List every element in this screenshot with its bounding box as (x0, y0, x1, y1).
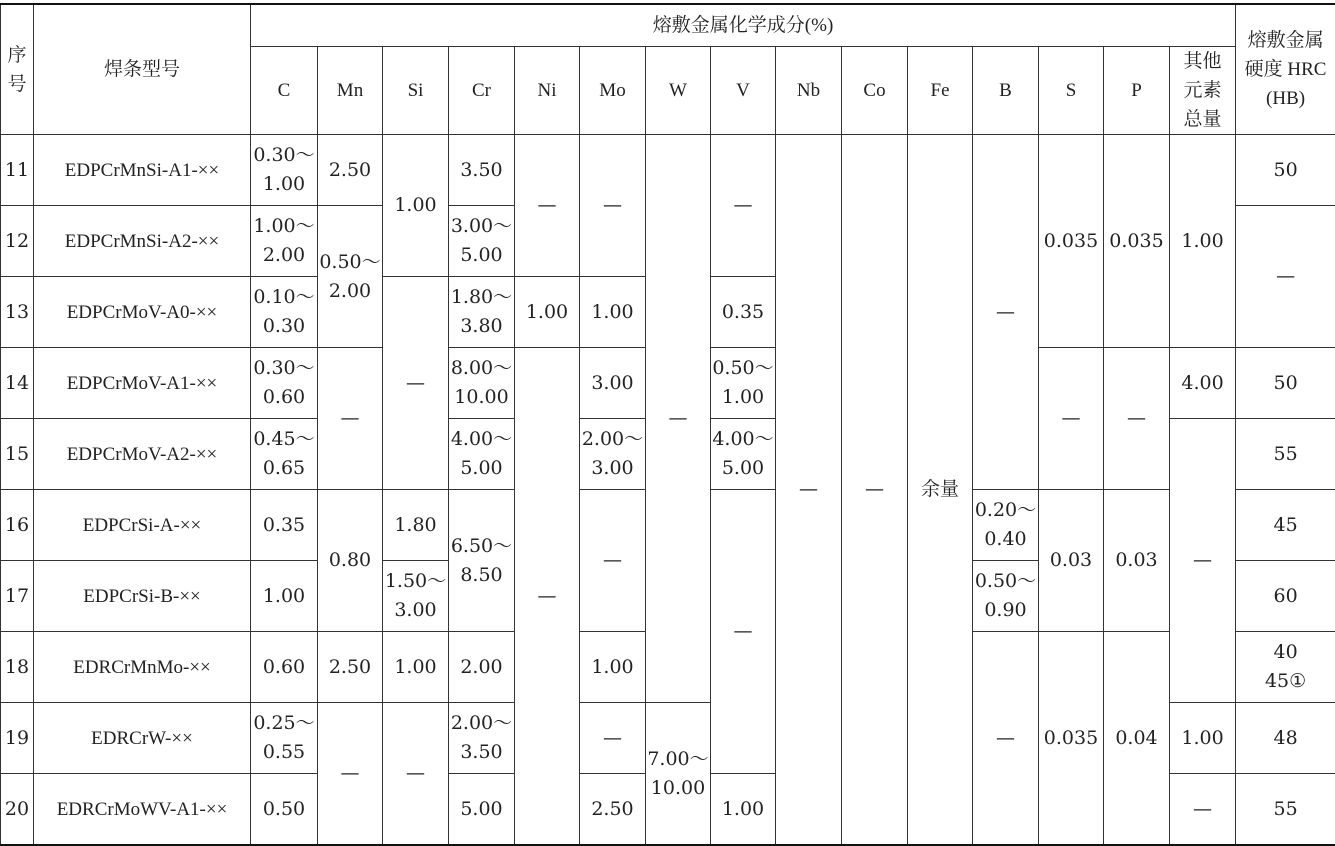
cell-v: — (711, 490, 776, 774)
cell-c: 0.30～ 1.00 (251, 135, 318, 206)
table-row (1, 135, 1335, 206)
cell-hardness: 48 (1236, 703, 1335, 774)
electrode-model: EDPCrSi-A-×× (34, 490, 251, 561)
row-number: 16 (1, 490, 34, 561)
cell-b: 0.20～ 0.40 (973, 490, 1039, 561)
header-element-mn: Mn (318, 47, 383, 135)
row-number: 14 (1, 348, 34, 419)
cell-cr: 6.50～ 8.50 (449, 490, 515, 632)
cell-other: 1.00 (1170, 135, 1236, 348)
header-composition: 熔敷金属化学成分(%) (251, 4, 1236, 47)
cell-cr: 3.00～ 5.00 (449, 206, 515, 277)
cell-w: 7.00～ 10.00 (646, 703, 711, 846)
cell-s: 0.035 (1039, 632, 1104, 846)
header-row-1 (1, 4, 1335, 47)
row-number: 17 (1, 561, 34, 632)
cell-c: 0.35 (251, 490, 318, 561)
header-element-p: P (1104, 47, 1170, 135)
cell-c: 1.00～ 2.00 (251, 206, 318, 277)
header-other: 其他 元素 总量 (1170, 47, 1236, 135)
cell-other: — (1170, 419, 1236, 703)
electrode-model: EDPCrSi-B-×× (34, 561, 251, 632)
cell-hardness: 45 (1236, 490, 1335, 561)
header-model: 焊条型号 (34, 4, 251, 135)
cell-mo: 3.00 (580, 348, 646, 419)
cell-hardness: 55 (1236, 774, 1335, 846)
cell-v: 0.50～ 1.00 (711, 348, 776, 419)
cell-c: 0.50 (251, 774, 318, 846)
cell-b: 0.50～ 0.90 (973, 561, 1039, 632)
row-number: 13 (1, 277, 34, 348)
electrode-model: EDPCrMoV-A2-×× (34, 419, 251, 490)
cell-mn: 0.50～ 2.00 (318, 206, 383, 348)
cell-other: 4.00 (1170, 348, 1236, 419)
row-number: 12 (1, 206, 34, 277)
cell-b: — (973, 135, 1039, 490)
electrode-model: EDRCrMoWV-A1-×× (34, 774, 251, 846)
cell-si: 1.00 (383, 632, 449, 703)
cell-si: — (383, 277, 449, 490)
cell-p: — (1104, 348, 1170, 490)
header-element-nb: Nb (776, 47, 842, 135)
cell-s: — (1039, 348, 1104, 490)
cell-si: 1.00 (383, 135, 449, 277)
cell-mo: 2.50 (580, 774, 646, 846)
cell-si: 1.50～ 3.00 (383, 561, 449, 632)
electrode-model: EDRCrMnMo-×× (34, 632, 251, 703)
cell-hardness: 55 (1236, 419, 1335, 490)
header-element-b: B (973, 47, 1039, 135)
cell-other: — (1170, 774, 1236, 846)
header-element-w: W (646, 47, 711, 135)
cell-w: — (646, 135, 711, 703)
cell-co: — (842, 135, 908, 846)
cell-p: 0.04 (1104, 632, 1170, 846)
cell-mn: 2.50 (318, 632, 383, 703)
cell-v: 4.00～ 5.00 (711, 419, 776, 490)
cell-fe: 余量 (908, 135, 973, 846)
cell-other: 1.00 (1170, 703, 1236, 774)
cell-c: 0.30～ 0.60 (251, 348, 318, 419)
cell-mo: — (580, 703, 646, 774)
electrode-model: EDRCrW-×× (34, 703, 251, 774)
electrode-model: EDPCrMnSi-A2-×× (34, 206, 251, 277)
row-number: 15 (1, 419, 34, 490)
cell-cr: 5.00 (449, 774, 515, 846)
header-element-co: Co (842, 47, 908, 135)
cell-mo: — (580, 135, 646, 277)
cell-c: 1.00 (251, 561, 318, 632)
cell-c: 0.45～ 0.65 (251, 419, 318, 490)
cell-mn: 2.50 (318, 135, 383, 206)
header-seq: 序 号 (1, 4, 34, 135)
row-number: 18 (1, 632, 34, 703)
cell-v: 1.00 (711, 774, 776, 846)
cell-cr: 2.00 (449, 632, 515, 703)
cell-cr: 8.00～ 10.00 (449, 348, 515, 419)
header-element-mo: Mo (580, 47, 646, 135)
cell-mo: 1.00 (580, 632, 646, 703)
cell-s: 0.035 (1039, 135, 1104, 348)
cell-mo: 2.00～ 3.00 (580, 419, 646, 490)
cell-hardness: — (1236, 206, 1335, 348)
header-element-si: Si (383, 47, 449, 135)
cell-c: 0.25～ 0.55 (251, 703, 318, 774)
cell-mo: — (580, 490, 646, 632)
header-element-s: S (1039, 47, 1104, 135)
electrode-model: EDPCrMnSi-A1-×× (34, 135, 251, 206)
header-element-cr: Cr (449, 47, 515, 135)
cell-c: 0.10～ 0.30 (251, 277, 318, 348)
cell-hardness: 50 (1236, 135, 1335, 206)
cell-cr: 2.00～ 3.50 (449, 703, 515, 774)
header-element-ni: Ni (515, 47, 580, 135)
cell-p: 0.03 (1104, 490, 1170, 632)
cell-si: 1.80 (383, 490, 449, 561)
header-element-v: V (711, 47, 776, 135)
cell-nb: — (776, 135, 842, 846)
composition-table (0, 3, 1335, 846)
cell-p: 0.035 (1104, 135, 1170, 348)
header-element-fe: Fe (908, 47, 973, 135)
cell-s: 0.03 (1039, 490, 1104, 632)
cell-mo: 1.00 (580, 277, 646, 348)
cell-mn: — (318, 703, 383, 846)
cell-c: 0.60 (251, 632, 318, 703)
electrode-model: EDPCrMoV-A0-×× (34, 277, 251, 348)
cell-v: — (711, 135, 776, 277)
cell-hardness: 50 (1236, 348, 1335, 419)
row-number: 20 (1, 774, 34, 846)
cell-hardness: 40 45① (1236, 632, 1335, 703)
cell-hardness: 60 (1236, 561, 1335, 632)
cell-v: 0.35 (711, 277, 776, 348)
cell-ni: — (515, 135, 580, 277)
header-element-c: C (251, 47, 318, 135)
cell-mn: — (318, 348, 383, 490)
row-number: 19 (1, 703, 34, 774)
cell-cr: 1.80～ 3.80 (449, 277, 515, 348)
cell-si: — (383, 703, 449, 846)
cell-ni: 1.00 (515, 277, 580, 348)
cell-cr: 3.50 (449, 135, 515, 206)
electrode-model: EDPCrMoV-A1-×× (34, 348, 251, 419)
cell-ni: — (515, 348, 580, 846)
cell-b: — (973, 632, 1039, 846)
row-number: 11 (1, 135, 34, 206)
cell-cr: 4.00～ 5.00 (449, 419, 515, 490)
header-hardness: 熔敷金属 硬度 HRC (HB) (1236, 4, 1335, 135)
cell-mn: 0.80 (318, 490, 383, 632)
